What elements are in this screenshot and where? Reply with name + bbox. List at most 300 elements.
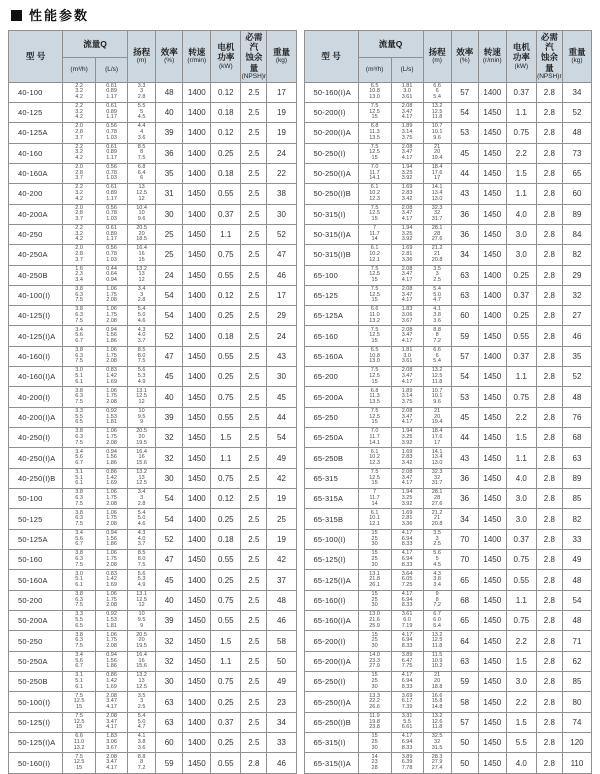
model-cell: 50-250 (9, 631, 63, 651)
speed-unit: (r/min) (482, 57, 502, 65)
flow-m3h-cell-value: 2.8 (75, 169, 83, 176)
flow-ls-cell-value: 1.42 (106, 474, 117, 481)
flow-m3h-cell (63, 672, 96, 692)
flow-ls-cell-value: 4.17 (106, 765, 117, 772)
power-cell: 0.55 (211, 265, 241, 285)
npsh-cell: 2.5 (241, 163, 267, 183)
flow-m3h-cell-value: 10.2 (369, 190, 380, 197)
flow-ls-cell-value: 7.25 (401, 581, 413, 588)
head-cell-value: 17.6 (431, 169, 443, 176)
flow-m3h-cell-value: 14.1 (369, 175, 380, 182)
flow-ls-cell-value: 1.86 (106, 541, 117, 548)
model-cell: 50-200(I) (304, 102, 358, 122)
speed-cell: 1450 (183, 407, 211, 427)
flow-ls-cell-value: 8.33 (401, 744, 413, 751)
flow-m3h-cell-value: 14 (371, 236, 378, 243)
speed-label: 转速 (188, 47, 206, 58)
flow-ls-cell-value: 3.64 (401, 570, 413, 577)
power-cell: 3.0 (506, 509, 536, 529)
flow-ls-cell-value: 1.56 (106, 332, 117, 339)
flow-m3h-cell-value: 15 (76, 765, 83, 772)
flow-ls-cell-value: 2.08 (401, 367, 413, 374)
flow-ls-cell-value: 1.56 (106, 657, 117, 664)
flow-m3h-cell (63, 265, 96, 285)
flow-m3h-cell (358, 468, 391, 488)
efficiency-cell: 57 (451, 346, 478, 366)
model-cell: 40-200(I) (9, 387, 63, 407)
flow-ls-cell-value: 0.92 (106, 611, 117, 618)
flow-ls-cell-value: 0.89 (106, 88, 117, 95)
speed-cell: 1450 (478, 672, 506, 692)
efficiency-cell: 70 (451, 529, 478, 549)
weight-cell: 43 (267, 346, 296, 366)
col-header-head (423, 31, 451, 83)
flow-ls-cell-value: 3.47 (401, 108, 413, 115)
flow-m3h-cell (63, 346, 96, 366)
flow-m3h-cell-value: 25 (371, 677, 378, 684)
power-cell: 0.37 (506, 285, 536, 305)
efficiency-cell: 60 (451, 306, 478, 326)
flow-ls-cell-value: 1.56 (106, 535, 117, 542)
flow-m3h-cell-value: 3.4 (75, 276, 83, 283)
flow-m3h-cell-value: 14.0 (369, 652, 380, 658)
flow-ls-cell (96, 204, 128, 224)
head-cell (423, 611, 451, 631)
head-cell (423, 428, 451, 448)
speed-cell: 1450 (183, 387, 211, 407)
table-row (304, 692, 592, 712)
efficiency-cell: 39 (156, 407, 183, 427)
efficiency-cell: 45 (451, 407, 478, 427)
weight-cell: 84 (562, 224, 591, 244)
flow-m3h-cell-value: 10.2 (369, 454, 380, 461)
power-cell: 2.2 (506, 143, 536, 163)
flow-ls-cell-value: 0.78 (106, 169, 117, 176)
col-header-flow-ls: (L/s) (96, 58, 128, 83)
flow-ls-cell (96, 306, 128, 326)
weight-cell: 71 (562, 631, 591, 651)
efficiency-cell: 32 (156, 631, 183, 651)
head-cell (423, 733, 451, 753)
flow-m3h-cell-value: 2.2 (75, 225, 83, 232)
flow-m3h-cell-value: 22.2 (369, 698, 380, 705)
efficiency-cell: 36 (451, 204, 478, 224)
model-cell: 65-160A (304, 346, 358, 366)
flow-m3h-cell-value: 3.1 (75, 469, 83, 476)
npsh-cell: 2.8 (536, 306, 562, 326)
flow-m3h-cell-value: 15 (371, 530, 378, 537)
head-cell (128, 82, 156, 102)
flow-ls-cell (96, 570, 128, 590)
head-cell-value: 31.5 (431, 744, 443, 751)
table-row (9, 753, 297, 774)
head-cell-value: 5.3 (137, 373, 146, 379)
head-cell-value: 21 (434, 143, 441, 150)
head-cell-value: 4.5 (137, 114, 146, 121)
head-cell (423, 651, 451, 671)
flow-m3h-cell (63, 163, 96, 183)
power-cell: 4.0 (506, 468, 536, 488)
head-cell-value: 9.5 (137, 616, 146, 623)
flow-m3h-cell (63, 692, 96, 712)
flow-m3h-cell (358, 285, 391, 305)
flow-m3h-cell (63, 590, 96, 610)
model-cell: 40-125(I) (9, 306, 63, 326)
model-cell: 65-250(I) (304, 672, 358, 692)
power-cell: 0.25 (211, 509, 241, 529)
weight-cell: 82 (562, 509, 591, 529)
flow-m3h-cell-value: 11.0 (369, 312, 380, 319)
table-row (304, 102, 592, 122)
power-label-1: 电机 (217, 42, 235, 53)
weight-cell: 52 (267, 224, 296, 244)
npsh-cell: 2.8 (536, 407, 562, 427)
flow-m3h-cell-value: 13.0 (369, 611, 380, 618)
table-row (304, 753, 592, 774)
head-cell-value: 9 (140, 622, 144, 629)
flow-ls-cell-value: 1.89 (401, 123, 413, 130)
head-cell (128, 306, 156, 326)
flow-m3h-cell (358, 753, 391, 774)
flow-m3h-cell-value: 3.8 (75, 286, 83, 293)
head-cell-value: 17 (434, 439, 441, 446)
flow-ls-cell-value: 2.08 (106, 692, 117, 699)
flow-m3h-cell-value: 2.2 (75, 184, 83, 191)
flow-m3h-cell-value: 7.5 (370, 367, 379, 374)
head-cell (128, 651, 156, 671)
power-cell: 0.25 (506, 265, 536, 285)
flow-m3h-cell-value: 12.5 (369, 210, 380, 217)
flow-ls-cell-value: 7.75 (401, 663, 413, 670)
flow-m3h-cell-value: 7.5 (370, 286, 379, 293)
table-row (304, 163, 592, 183)
flow-ls-cell-value: 1.17 (106, 236, 117, 243)
weight-cell: 48 (267, 590, 296, 610)
head-label: 扬程 (133, 47, 151, 58)
flow-m3h-cell-value: 3.2 (75, 230, 83, 237)
flow-ls-cell-value: 1.03 (106, 215, 117, 222)
weight-cell: 89 (562, 468, 591, 488)
flow-m3h-cell-value: 7 (373, 489, 377, 496)
model-cell: 65-315B (304, 509, 358, 529)
weight-cell: 65 (562, 163, 591, 183)
flow-ls-cell-value: 1.53 (106, 413, 117, 420)
flow-m3h-cell-value: 15 (371, 480, 378, 487)
flow-m3h-cell (358, 631, 391, 651)
head-cell-value: 2.8 (137, 94, 146, 100)
flow-ls-cell-value: 1.06 (106, 550, 117, 557)
head-cell (128, 753, 156, 774)
flow-ls-cell (96, 631, 128, 651)
head-cell-value: 4 (140, 129, 144, 136)
flow-m3h-cell-value: 3.2 (75, 190, 83, 197)
flow-m3h-cell-value: 7.5 (75, 561, 83, 568)
flow-m3h-cell-value: 6.1 (370, 245, 379, 252)
table-row (304, 407, 592, 427)
efficiency-cell: 34 (451, 245, 478, 265)
head-cell (423, 692, 451, 712)
efficiency-cell: 30 (156, 204, 183, 224)
head-cell-value: 3.3 (137, 82, 146, 89)
flow-m3h-cell-value: 6.5 (370, 347, 379, 354)
head-cell (423, 224, 451, 244)
head-cell-value: 5.6 (433, 550, 441, 557)
speed-cell: 1450 (478, 590, 506, 610)
flow-ls-cell-value: 6.94 (401, 738, 413, 745)
flow-ls-cell-value: 1.83 (401, 306, 413, 313)
efficiency-cell: 63 (451, 265, 478, 285)
flow-ls-cell-value: 3.47 (401, 291, 413, 298)
head-cell-value: 10.7 (431, 123, 443, 130)
head-cell-value: 17.6 (431, 433, 443, 440)
head-cell-value: 16.4 (136, 652, 147, 658)
flow-ls-cell-value: 3.75 (401, 398, 413, 405)
weight-label: 重量 (272, 47, 290, 58)
flow-m3h-cell-value: 15 (371, 550, 378, 557)
head-cell-value: 12 (138, 276, 145, 283)
flow-ls-cell-value: 0.89 (106, 190, 117, 197)
npsh-cell: 2.5 (241, 509, 267, 529)
speed-cell: 1450 (478, 692, 506, 712)
flow-ls-cell (391, 245, 423, 265)
head-cell-value: 3.8 (433, 312, 441, 319)
efficiency-label: 效率 (456, 47, 474, 58)
efficiency-cell: 34 (451, 509, 478, 529)
flow-m3h-cell-value: 5.1 (75, 576, 83, 583)
flow-ls-cell-value: 1.81 (401, 82, 413, 89)
flow-ls-cell-value: 1.89 (401, 387, 413, 394)
flow-ls-cell-value: 3.47 (401, 210, 413, 217)
flow-ls-cell-value: 3.0 (403, 352, 411, 359)
power-cell: 3.0 (506, 672, 536, 692)
flow-m3h-cell-value: 11.9 (369, 712, 380, 719)
model-cell: 65-200(I)A (304, 651, 358, 671)
flow-m3h-cell-value: 3.8 (75, 591, 83, 598)
flow-m3h-cell (63, 143, 96, 163)
flow-m3h-cell-value: 12.5 (369, 474, 380, 481)
flow-ls-cell-value: 2.08 (401, 103, 413, 110)
head-cell-value: 20 (434, 677, 441, 684)
power-cell: 1.1 (211, 651, 241, 671)
head-cell-value: 5.4 (137, 712, 146, 719)
power-cell: 0.75 (506, 387, 536, 407)
efficiency-unit: (%) (164, 57, 175, 65)
npsh-label-1: 必需汽 (245, 32, 263, 53)
head-cell-value: 13.0 (431, 195, 443, 202)
head-cell-value: 18.5 (136, 236, 147, 243)
head-cell-value: 32 (434, 738, 441, 745)
flow-ls-cell-value: 1.03 (106, 175, 117, 182)
table-row (9, 712, 297, 732)
flow-ls-cell (391, 712, 423, 732)
table-row (9, 448, 297, 468)
power-cell: 0.25 (211, 306, 241, 326)
weight-cell: 19 (267, 123, 296, 143)
tables-container (8, 30, 592, 772)
flow-ls-cell-value: 2.08 (106, 712, 117, 719)
head-cell-value: 9.5 (137, 413, 146, 420)
head-cell (423, 387, 451, 407)
flow-ls-cell-value: 2.83 (401, 454, 413, 461)
flow-m3h-cell-value: 1.6 (75, 265, 83, 272)
flow-ls-cell-value: 1.81 (401, 347, 413, 354)
model-cell: 50-100(I) (9, 692, 63, 712)
head-cell-value: 11.8 (431, 378, 443, 385)
flow-m3h-cell-value: 6.1 (370, 448, 379, 455)
flow-m3h-cell-value: 6.5 (75, 622, 83, 629)
head-cell-value: 13 (138, 184, 145, 191)
flow-m3h-cell-value: 3.0 (75, 570, 83, 577)
head-cell-value: 8.5 (137, 347, 146, 354)
flow-ls-cell (391, 367, 423, 387)
head-cell-value: 21 (434, 672, 441, 679)
flow-m3h-cell-value: 27.9 (369, 663, 380, 670)
flow-m3h-cell-value: 13.1 (369, 570, 380, 577)
flow-ls-cell-value: 0.89 (106, 108, 117, 115)
head-cell (128, 733, 156, 753)
model-cell: 50-315(I)B (304, 245, 358, 265)
power-cell: 0.55 (211, 346, 241, 366)
model-cell: 50-200A (9, 611, 63, 631)
flow-m3h-cell (358, 407, 391, 427)
weight-cell: 42 (267, 550, 296, 570)
head-cell-value: 20 (434, 149, 441, 156)
flow-ls-cell (391, 692, 423, 712)
head-cell-value: 17 (434, 175, 441, 182)
flow-ls-cell-value: 0.64 (106, 271, 117, 278)
table-row (304, 123, 592, 143)
col-header-efficiency (451, 31, 478, 83)
flow-m3h-cell-value: 12.5 (73, 718, 85, 725)
head-cell-value: 28.1 (431, 225, 443, 232)
flow-m3h-cell (63, 204, 96, 224)
efficiency-cell: 24 (156, 265, 183, 285)
flow-m3h-cell (63, 611, 96, 631)
npsh-cell: 2.5 (241, 184, 267, 204)
speed-cell: 1450 (478, 326, 506, 346)
efficiency-cell: 50 (451, 733, 478, 753)
flow-ls-cell-value: 6.61 (401, 724, 413, 731)
flow-ls-cell (391, 672, 423, 692)
npsh-cell: 2.8 (536, 163, 562, 183)
table-row (9, 550, 297, 570)
head-cell (128, 529, 156, 549)
npsh-cell: 2.8 (536, 448, 562, 468)
flow-ls-cell (391, 550, 423, 570)
flow-m3h-cell-value: 11.7 (369, 433, 380, 440)
model-cell: 40-125 (9, 102, 63, 122)
flow-m3h-cell-value: 6.5 (370, 82, 379, 89)
table-row (304, 265, 592, 285)
speed-cell: 1450 (183, 611, 211, 631)
flow-m3h-cell-value: 7.5 (370, 469, 379, 476)
npsh-cell: 2.5 (241, 550, 267, 570)
speed-cell: 1450 (183, 753, 211, 774)
head-cell-value: 2.8 (137, 500, 146, 507)
weight-cell: 80 (562, 692, 591, 712)
power-cell: 0.55 (211, 407, 241, 427)
speed-cell: 1450 (183, 428, 211, 448)
head-cell (128, 590, 156, 610)
flow-ls-cell-value: 4.17 (401, 337, 413, 344)
weight-cell: 17 (267, 285, 296, 305)
power-cell: 0.55 (211, 184, 241, 204)
table-row (304, 468, 592, 488)
speed-cell: 1450 (183, 468, 211, 488)
flow-m3h-cell (63, 285, 96, 305)
flow-ls-cell-value: 1.81 (106, 622, 117, 629)
speed-cell: 1400 (183, 712, 211, 732)
flow-m3h-cell (358, 184, 391, 204)
flow-m3h-cell-value: 3.8 (75, 387, 83, 394)
flow-ls-cell-value: 1.75 (106, 291, 117, 298)
head-cell (423, 184, 451, 204)
power-cell: 0.55 (506, 326, 536, 346)
flow-ls-cell-value: 3.31 (401, 712, 413, 719)
power-cell: 0.75 (211, 672, 241, 692)
efficiency-cell: 63 (451, 285, 478, 305)
head-cell (423, 102, 451, 122)
power-cell: 0.75 (211, 245, 241, 265)
flow-m3h-cell-value: 5.6 (75, 332, 83, 339)
flow-ls-cell-value: 1.75 (106, 393, 117, 400)
col-header-weight (267, 31, 296, 83)
head-cell-value: 3 (435, 535, 439, 542)
head-cell-value: 5.0 (137, 312, 146, 319)
model-cell: 50-125A (9, 529, 63, 549)
head-cell (128, 163, 156, 183)
weight-cell: 76 (562, 407, 591, 427)
flow-ls-cell-value: 1.94 (401, 489, 413, 496)
head-cell-value: 16.4 (136, 245, 147, 252)
flow-ls-cell-value: 0.94 (106, 276, 117, 283)
flow-m3h-cell (358, 692, 391, 712)
head-cell-value: 13.1 (136, 591, 147, 598)
flow-m3h-cell (358, 306, 391, 326)
head-cell (128, 102, 156, 122)
model-cell: 40-250(I)A (9, 448, 63, 468)
flow-m3h-cell-value: 7.0 (370, 164, 379, 171)
flow-ls-cell-value: 4.17 (401, 114, 413, 121)
model-cell: 50-125 (9, 509, 63, 529)
weight-cell: 37 (267, 570, 296, 590)
flow-m3h-cell-value: 30 (371, 683, 378, 690)
flow-ls-cell-value: 1.17 (106, 94, 117, 100)
flow-ls-cell-value: 4.17 (401, 419, 413, 426)
flow-m3h-cell-value: 3.8 (75, 306, 83, 313)
flow-ls-cell (391, 753, 423, 774)
weight-cell: 74 (562, 712, 591, 732)
flow-ls-cell-value: 3.14 (401, 129, 413, 136)
flow-m3h-cell-value: 3.8 (75, 489, 83, 496)
flow-ls-cell-value: 3.0 (403, 88, 411, 95)
npsh-cell: 2.5 (241, 489, 267, 509)
npsh-cell: 2.5 (241, 82, 267, 102)
flow-m3h-cell-value: 13.0 (369, 94, 380, 100)
flow-ls-cell-value: 2.08 (401, 326, 413, 333)
flow-m3h-cell-value: 6.8 (370, 387, 379, 394)
flow-m3h-cell-value: 19.8 (369, 718, 380, 725)
flow-m3h-cell-value: 3.3 (75, 408, 83, 415)
head-cell-value: 9.6 (433, 134, 441, 141)
flow-ls-cell (391, 651, 423, 671)
table-row (304, 82, 592, 102)
head-cell-value: 2.5 (433, 541, 441, 548)
flow-m3h-cell-value: 4.2 (75, 236, 83, 243)
head-cell-value: 12 (138, 398, 145, 405)
flow-m3h-cell-value: 5.6 (75, 535, 83, 542)
head-cell-value: 5 (140, 108, 144, 115)
